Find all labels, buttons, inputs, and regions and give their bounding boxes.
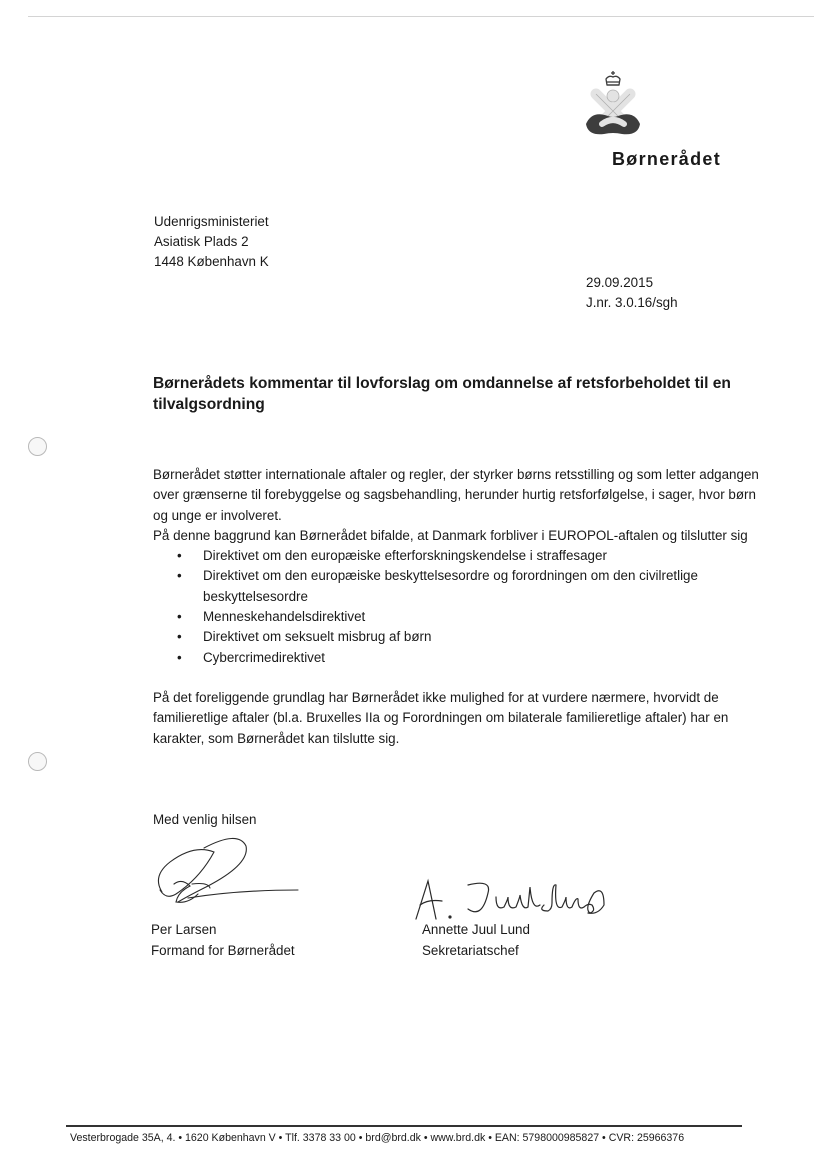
- crown-icon: [606, 71, 620, 85]
- letter-date: 29.09.2015: [586, 275, 654, 290]
- signature-per-larsen: [148, 832, 308, 914]
- organization-name: Børnerådet: [612, 149, 722, 169]
- recipient-address: [154, 212, 269, 272]
- signatory-block: [422, 919, 530, 961]
- signatory-title: Sekretariatschef: [422, 943, 519, 958]
- signatory-block: [151, 919, 295, 961]
- footer-divider: [66, 1125, 742, 1127]
- date-block: [586, 273, 678, 313]
- body-paragraph: Børnerådet støtter internationale aftaler og regler, der styrker børns retsstilling og som letter adgangen over grænserne til forebyggelse og sagsbehandling, herunder hurtig retsforfølgelse, i sager, hvor børn og unge er involveret.: [153, 467, 759, 523]
- punch-hole: [28, 437, 47, 456]
- letter-body: [153, 465, 765, 749]
- closing-salutation: Med venlig hilsen: [153, 812, 257, 827]
- body-paragraph: På denne baggrund kan Børnerådet bifalde, at Danmark forbliver i EUROPOL-aftalen og tilslutter sig: [153, 527, 748, 543]
- list-item: • Cybercrimedirektivet: [153, 648, 765, 668]
- signatory-title: Formand for Børnerådet: [151, 943, 295, 958]
- list-item: • Menneskehandelsdirektivet: [153, 607, 765, 627]
- signatory-name: Per Larsen: [151, 922, 217, 937]
- recipient-line: Udenrigsministeriet: [154, 214, 269, 229]
- crowned-x-logo-icon: [578, 70, 648, 142]
- list-item: • Direktivet om den europæiske beskyttelsesordre og forordningen om den civilretlige beskyttelsesordre: [153, 566, 765, 607]
- signature-annette-juul-lund: [412, 875, 612, 923]
- journal-number: J.nr. 3.0.16/sgh: [586, 295, 678, 310]
- list-item: • Direktivet om den europæiske efterforskningskendelse i straffesager: [153, 546, 765, 566]
- directive-list: [153, 546, 765, 668]
- recipient-line: 1448 København K: [154, 254, 269, 269]
- top-divider: [28, 16, 814, 17]
- signatory-name: Annette Juul Lund: [422, 922, 530, 937]
- letter-subject: Børnerådets kommentar til lovforslag om omdannelse af retsforbeholdet til en tilvalgsordning: [153, 375, 731, 413]
- list-item: • Direktivet om seksuelt misbrug af børn: [153, 627, 765, 647]
- footer-contact: Vesterbrogade 35A, 4. • 1620 København V • Tlf. 3378 33 00 • brd@brd.dk • www.brd.dk • EAN: 5798000985827 • CVR: 25966376: [70, 1132, 685, 1144]
- body-paragraph: På det foreliggende grundlag har Børnerådet ikke mulighed for at vurdere nærmere, hvorvidt de familieretlige aftaler (bl.a. Bruxelles IIa og Forordningen om bilaterale familieretlige aftaler) har en karakter, som Børnerådet kan tilslutte sig.: [153, 689, 729, 746]
- recipient-line: Asiatisk Plads 2: [154, 234, 249, 249]
- punch-hole: [28, 752, 47, 771]
